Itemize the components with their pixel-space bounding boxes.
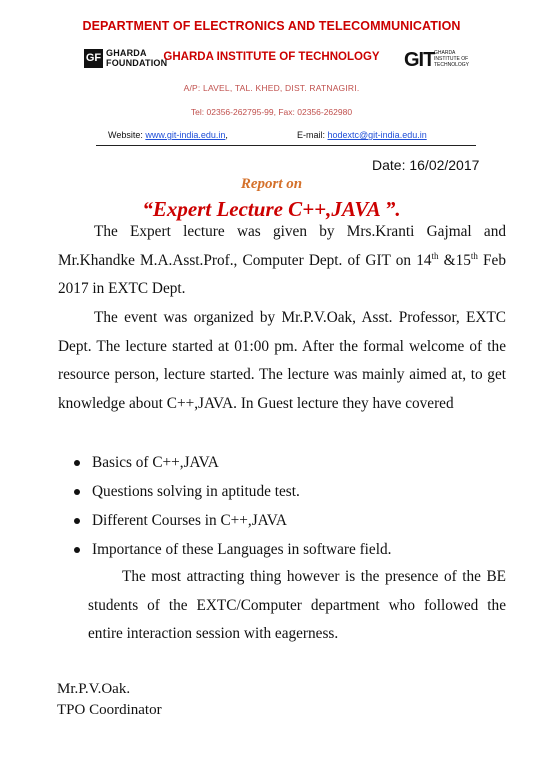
email-link[interactable]: hodextc@git-india.edu.in — [327, 130, 427, 140]
department-heading: DEPARTMENT OF ELECTRONICS AND TELECOMMUNICATION — [82, 19, 461, 33]
report-title: “Expert Lecture C++,JAVA ”. — [142, 197, 401, 221]
gf-logo-text-line1: GHARDA — [106, 48, 147, 58]
telephone-line: Tel: 02356-262795-99, Fax: 02356-262980 — [190, 107, 353, 117]
topic-text: Importance of these Languages in software field. — [92, 541, 392, 558]
paragraph-event-details: The event was organized by Mr.P.V.Oak, Asst. Professor, EXTC Dept. The lecture started at 01:00 pm. After the formal welcome of the resource person, lecture started. The lecture was mainly aimed at, to get knowledge about C++,JAVA. In Guest lecture they have covered — [58, 309, 506, 412]
topic-text: Basics of C++,JAVA — [92, 454, 219, 471]
git-logo-sub-line1: GHARDA — [434, 50, 456, 56]
website-label: Website: — [108, 130, 146, 140]
bullet-icon — [74, 518, 80, 524]
website-suffix: , — [225, 130, 228, 140]
website-link[interactable]: www.git-india.edu.in — [145, 130, 226, 140]
p1-text-b: &15 — [438, 251, 471, 269]
gf-logo-mark: GF — [84, 49, 103, 68]
git-logo-sub-line2: INSTITUTE OF — [434, 56, 469, 62]
address-line: A/P: LAVEL, TAL. KHED, DIST. RATNAGIRI. — [183, 83, 360, 93]
git-logo-sub-line3: TECHNOLOGY — [434, 62, 470, 68]
bullet-icon — [74, 547, 80, 553]
p1-sup-a: th — [431, 250, 439, 261]
list-item — [70, 537, 500, 566]
list-item — [70, 450, 500, 479]
email-line — [297, 130, 427, 140]
p1-text-a: The Expert lecture was given by Mrs.Kranti Gajmal and Mr.Khandke M.A.Asst.Prof., Computer Dept. of GIT on 14 — [58, 223, 506, 269]
signatory-role: TPO Coordinator — [57, 702, 162, 718]
gf-logo-text-line2: FOUNDATION — [106, 57, 168, 68]
paragraph-lecture-intro — [58, 218, 506, 304]
bullet-icon — [74, 460, 80, 466]
report-date: Date: 16/02/2017 — [372, 157, 480, 173]
topics-list — [70, 450, 500, 566]
signatory-name: Mr.P.V.Oak. — [57, 681, 131, 697]
topic-text: Different Courses in C++,JAVA — [92, 512, 287, 529]
git-logo-mark: GIT — [404, 49, 435, 71]
email-label: E-mail: — [297, 130, 328, 140]
git-logo — [404, 47, 470, 75]
institute-name: GHARDA INSTITUTE OF TECHNOLOGY — [163, 51, 380, 63]
paragraph-closing: The most attracting thing however is the presence of the BE students of the EXTC/Computer department who followed the entire interaction session with eagerness. — [88, 568, 506, 642]
website-line — [108, 130, 228, 140]
list-item — [70, 479, 500, 508]
bullet-icon — [74, 489, 80, 495]
p1-sup-b: th — [470, 250, 478, 261]
git-logo-subtext — [434, 50, 469, 68]
topic-text: Questions solving in aptitude test. — [92, 483, 300, 500]
list-item — [70, 508, 500, 537]
p1-text-c: Feb 2017 in EXTC Dept. — [58, 251, 506, 297]
report-heading: Report on — [240, 176, 303, 192]
letterhead-divider — [96, 145, 476, 146]
